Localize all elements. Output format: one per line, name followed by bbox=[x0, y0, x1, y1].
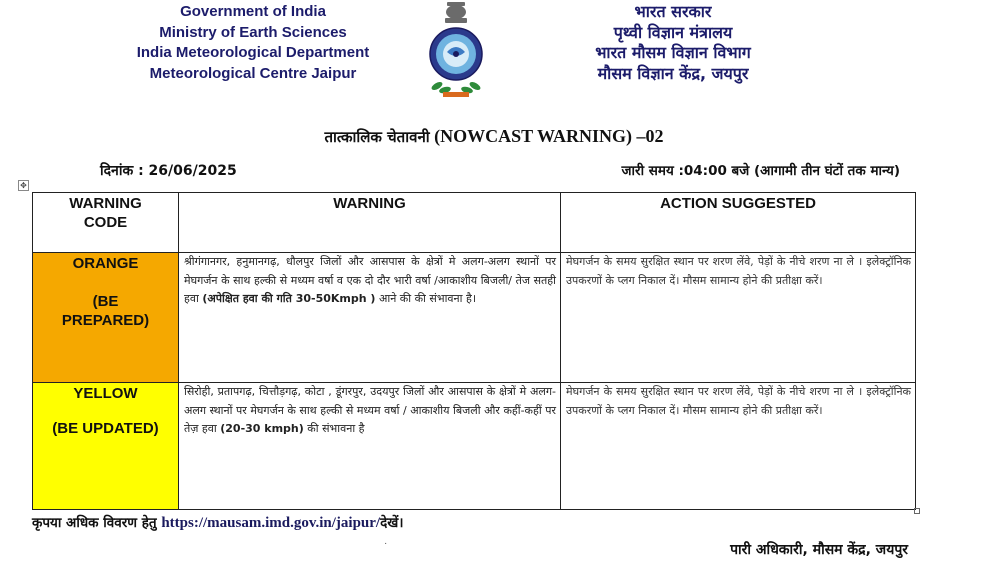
code-sub-label: PREPARED) bbox=[61, 312, 150, 329]
header-warning-code bbox=[33, 193, 179, 253]
document-title bbox=[0, 126, 988, 147]
header-action: ACTION SUGGESTED bbox=[561, 193, 916, 253]
code-sub-label: (BE UPDATED) bbox=[52, 420, 159, 437]
stray-mark: · bbox=[384, 538, 388, 549]
warning-tail-text: की संभावना है bbox=[307, 422, 365, 435]
header-code-line: WARNING bbox=[69, 195, 142, 212]
header-english-line: India Meteorological Department bbox=[136, 44, 370, 61]
code-sub-label: (BE bbox=[92, 293, 119, 310]
header-hindi-line: भारत मौसम विज्ञान विभाग bbox=[595, 43, 751, 62]
warning-text: सिरोही, प्रतापगढ़, चित्तौड़गढ़, कोटा , डूंगरपुर, उदयपुर जिलों और आसपास के क्षेत्रों मे अलग-अलग स्थानों पर मेघगर्जन के साथ हल्की से मध्यम वर्षा / आकाशीय बिजली और कहीं-कहीं पर तेज़ हवा bbox=[184, 385, 556, 435]
warning-table bbox=[32, 192, 916, 510]
header-english-line: Government of India bbox=[180, 3, 326, 20]
table-header-row bbox=[33, 193, 916, 253]
warning-text-cell bbox=[179, 253, 561, 383]
header-hindi-line: पृथ्वी विज्ञान मंत्रालय bbox=[613, 22, 733, 42]
header-hindi bbox=[578, 2, 768, 84]
action-text-cell: मेघगर्जन के समय सुरक्षित स्थान पर शरण लेंवे, पेड़ों के नीचे शरण ना ले । इलेक्ट्रॉनिक उपकरणों के प्लग निकाल दें। मौसम सामान्य होने की प्रतीक्षा करें। bbox=[561, 253, 916, 383]
header-warning: WARNING bbox=[179, 193, 561, 253]
signature: पारी अधिकारी, मौसम केंद्र, जयपुर bbox=[730, 542, 908, 558]
table-row-orange bbox=[33, 253, 916, 383]
footer-suffix: देखें। bbox=[380, 515, 404, 531]
code-label: YELLOW bbox=[73, 385, 138, 402]
header-hindi-line: मौसम विज्ञान केंद्र, जयपुर bbox=[597, 63, 749, 83]
imd-emblem-logo bbox=[425, 0, 487, 100]
table-move-handle-icon[interactable]: ✥ bbox=[18, 180, 29, 191]
action-text-cell: मेघगर्जन के समय सुरक्षित स्थान पर शरण लेंवे, पेड़ों के नीचे शरण ना ले । इलेक्ट्रॉनिक उपकरणों के प्लग निकाल दें। मौसम सामान्य होने की प्रतीक्षा करें। bbox=[561, 383, 916, 510]
footer-prefix: कृपया अधिक विवरण हेतु bbox=[32, 515, 157, 531]
footer-url-link[interactable]: https://mausam.imd.gov.in/jaipur/ bbox=[161, 515, 381, 531]
title-english: (NOWCAST WARNING) –02 bbox=[434, 126, 664, 146]
warning-text-cell bbox=[179, 383, 561, 510]
title-hindi: तात्कालिक चेतावनी bbox=[324, 128, 430, 146]
header-code-line: CODE bbox=[83, 214, 128, 231]
date-line: दिनांक : 26/06/2025 bbox=[100, 163, 237, 179]
issue-time-line: जारी समय :04:00 बजे (आगामी तीन घंटों तक मान्य) bbox=[621, 163, 900, 179]
header-english-line: Meteorological Centre Jaipur bbox=[149, 64, 357, 82]
code-label: ORANGE bbox=[72, 255, 139, 272]
warning-bold-text: (20-30 kmph) bbox=[220, 422, 304, 435]
code-cell-yellow bbox=[33, 383, 179, 510]
footer-details-line bbox=[32, 513, 403, 532]
table-resize-handle[interactable] bbox=[914, 508, 920, 514]
warning-tail-text: आने की की संभावना है। bbox=[378, 292, 476, 305]
header-hindi-line: भारत सरकार bbox=[634, 2, 712, 21]
code-cell-orange bbox=[33, 253, 179, 383]
table-row-yellow bbox=[33, 383, 916, 510]
warning-bold-text: (अपेक्षित हवा की गति 30-50Kmph ) bbox=[202, 292, 376, 305]
header-english bbox=[118, 2, 388, 84]
warning-text: श्रीगंगानगर, हनुमानगढ़, धौलपुर जिलों और आसपास के क्षेत्रों मे अलग-अलग स्थानों पर मेघगर्जन के साथ हल्की से मध्यम वर्षा व एक दो दौर भारी वर्षा /आकाशीय बिजली/ तेज सतही हवा bbox=[184, 255, 556, 305]
header-english-line: Ministry of Earth Sciences bbox=[159, 23, 347, 41]
